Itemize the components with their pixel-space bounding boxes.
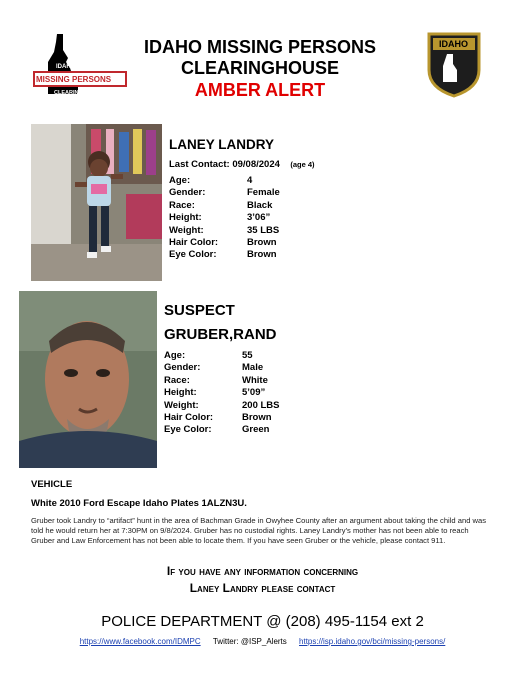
detail-value: 55: [242, 350, 253, 361]
detail-label: Height:: [169, 212, 202, 224]
vehicle-description: White 2010 Ford Escape Idaho Plates 1ALZN3U.: [31, 498, 247, 509]
clearinghouse-logo: [30, 32, 130, 102]
detail-value: 35 LBS: [247, 224, 280, 236]
header-title-amber-alert: AMBER ALERT: [194, 80, 326, 100]
badge-text: IDAHO: [439, 39, 468, 49]
detail-label: Weight:: [164, 399, 199, 411]
detail-value: Black: [247, 199, 273, 211]
detail-label: Gender:: [169, 187, 206, 199]
suspect-detail-row: [164, 387, 280, 399]
detail-label: Race:: [169, 199, 195, 211]
detail-label: Eye Color:: [164, 424, 212, 436]
suspect-detail-row: [164, 350, 280, 362]
last-contact-date: Last Contact: 09/08/2024: [169, 159, 280, 170]
suspect-detail-row: [164, 375, 280, 387]
age-note: (age 4): [290, 160, 315, 169]
child-detail-row: [169, 212, 280, 224]
twitter-handle: Twitter: @ISP_Alerts: [212, 637, 287, 646]
call-to-action-line2: Laney Landry please contact: [189, 581, 336, 595]
detail-label: Eye Color:: [169, 249, 217, 261]
child-name: LANEY LANDRY: [169, 137, 275, 152]
detail-label: Race:: [164, 374, 190, 386]
detail-value: 3’06”: [247, 212, 271, 224]
child-details-table: [169, 175, 280, 262]
detail-label: Gender:: [164, 362, 201, 374]
detail-value: Male: [242, 362, 264, 374]
call-to-action-line1: If you have any information concerning: [166, 564, 359, 578]
child-detail-row: [169, 200, 280, 212]
suspect-name: GRUBER,RAND: [164, 326, 277, 343]
last-contact: [169, 154, 315, 172]
child-detail-row: [169, 237, 280, 249]
suspect-detail-row: [164, 362, 280, 374]
child-detail-row: [169, 175, 280, 187]
logo-text-bottom: CLEARINGHOUSE: [54, 90, 103, 96]
suspect-heading: SUSPECT: [164, 302, 235, 319]
suspect-detail-row: [164, 400, 280, 412]
detail-value: Brown: [242, 412, 272, 424]
suspect-detail-row: [164, 424, 280, 436]
detail-label: Weight:: [169, 224, 204, 236]
detail-label: Hair Color:: [164, 412, 214, 424]
detail-label: Age:: [164, 350, 186, 361]
logo-text-middle: MISSING PERSONS: [36, 75, 112, 84]
detail-label: Age:: [169, 175, 191, 186]
links-row: [20, 637, 505, 646]
facebook-link[interactable]: https://www.facebook.com/IDMPC: [79, 637, 201, 646]
detail-value: 5’09”: [242, 387, 266, 399]
detail-label: Hair Color:: [169, 237, 219, 249]
website-link[interactable]: https://isp.idaho.gov/bci/missing-persons/: [299, 637, 446, 646]
case-narrative: Gruber took Landry to “artifact” hunt in the area of Bachman Grade in Owyhee County after an argument about taking the child and was told he would return her at 7:30PM on 9/8/2024. Gruber has no custodial rights. Laney Landry’s mother has not been able to reach Gruber and Law Enforcement has not been able to locate them. If you have seen Gruber or the vehicle, please contact 911.: [31, 516, 487, 545]
suspect-detail-row: [164, 412, 280, 424]
child-detail-row: [169, 249, 280, 261]
header-title-line1: IDAHO MISSING PERSONS: [143, 37, 377, 57]
logo-text-top: IDAHO: [56, 64, 76, 70]
child-photo: [31, 124, 162, 281]
header-title-line2: CLEARINGHOUSE: [180, 58, 339, 78]
detail-value: Brown: [247, 249, 277, 261]
detail-value: Green: [242, 424, 270, 436]
police-contact: POLICE DEPARTMENT @ (208) 495-1154 ext 2: [101, 613, 424, 630]
detail-value: White: [242, 374, 268, 386]
suspect-photo: [19, 291, 157, 468]
detail-value: 4: [247, 175, 253, 186]
child-detail-row: [169, 225, 280, 237]
state-police-badge-logo: [425, 30, 483, 98]
detail-value: Brown: [247, 237, 277, 249]
child-detail-row: [169, 187, 280, 199]
detail-label: Height:: [164, 387, 197, 399]
detail-value: Female: [247, 187, 280, 199]
vehicle-heading: VEHICLE: [31, 479, 73, 490]
detail-value: 200 LBS: [242, 399, 280, 411]
suspect-details-table: [164, 350, 280, 437]
